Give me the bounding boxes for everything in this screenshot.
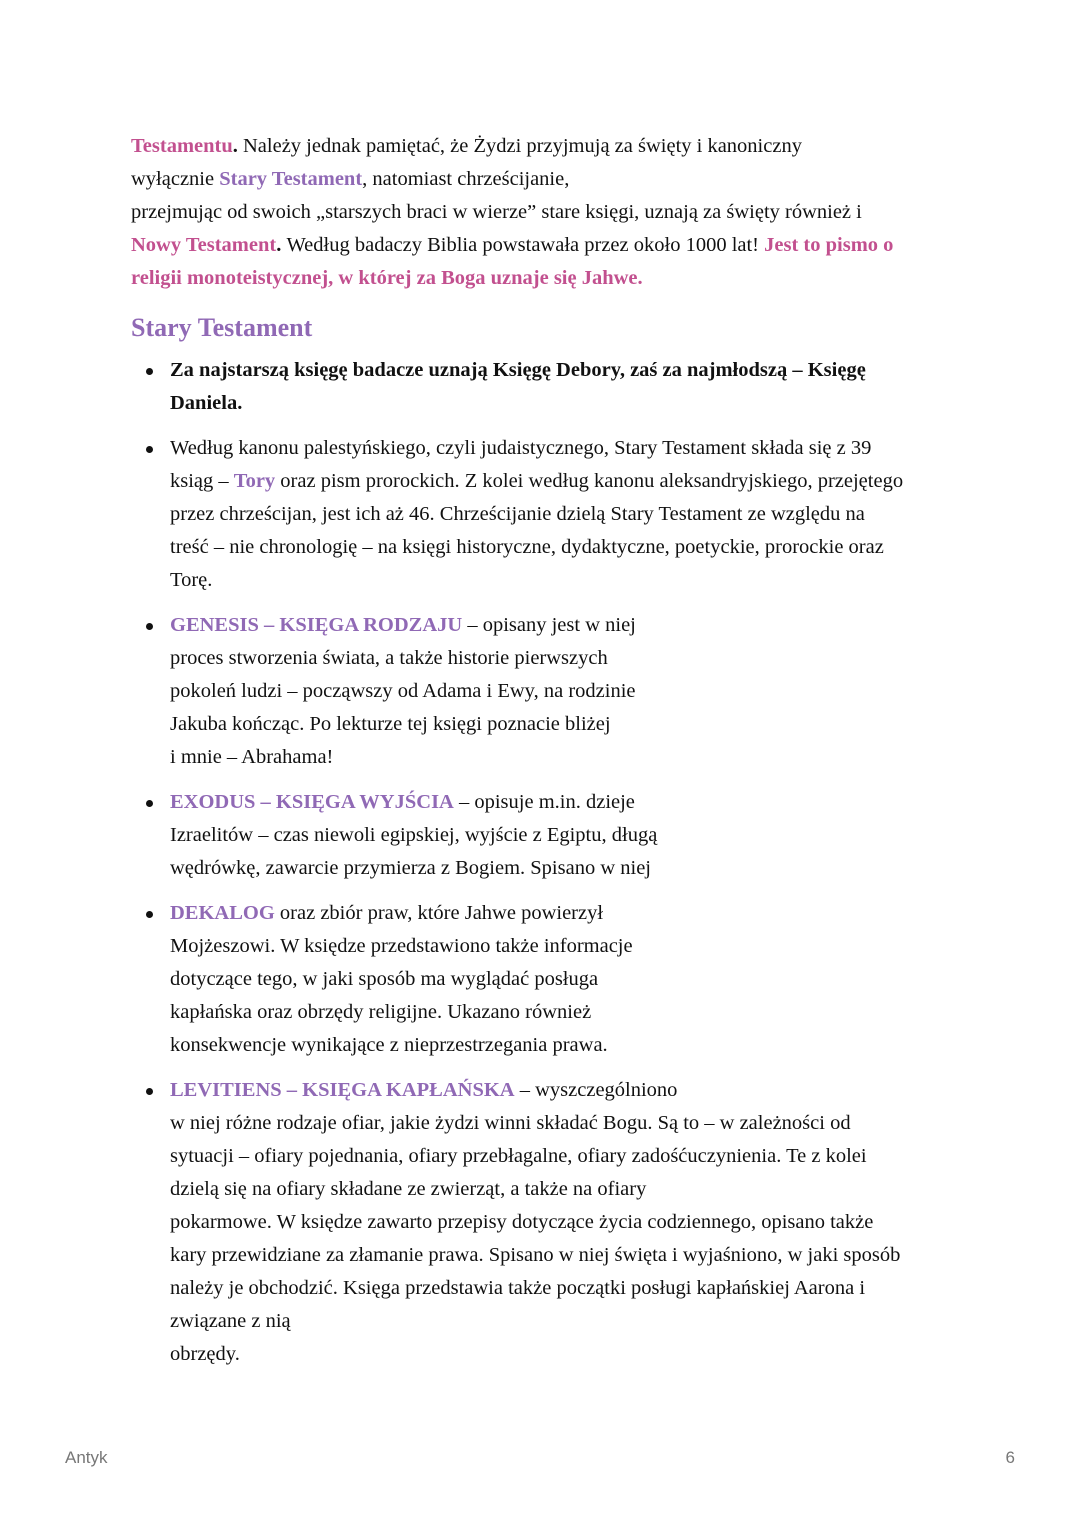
text-segment: dzielą się na ofiary składane ze zwierząt, a także na ofiary (170, 1178, 647, 1200)
text-line (170, 996, 961, 1029)
text-line (170, 708, 961, 741)
highlighted-term: religii monoteistycznej, w której za Boga uznaje się Jahwe. (131, 267, 643, 289)
highlighted-term: Nowy Testament (131, 234, 277, 256)
text-segment: obrzędy. (170, 1343, 240, 1365)
intro-paragraph (131, 130, 961, 295)
text-line (170, 531, 961, 564)
text-line (170, 564, 961, 597)
text-segment: pokarmowe. W księdze zawarto przepisy dotyczące życia codziennego, opisano także (170, 1211, 874, 1233)
text-segment: proces stworzenia świata, a także historie pierwszych (170, 647, 608, 669)
text-line (170, 1074, 961, 1107)
text-segment: oraz zbiór praw, które Jahwe powierzył (274, 902, 604, 924)
text-segment: należy je obchodzić. Księga przedstawia także początki posługi kapłańskiej Aarona i (170, 1277, 866, 1299)
text-line (170, 1029, 961, 1062)
text-line (170, 675, 961, 708)
text-segment: w niej różne rodzaje ofiar, jakie żydzi winni składać Bogu. Są to – w zależności od (170, 1112, 851, 1134)
text-line (170, 609, 961, 642)
text-line (131, 196, 961, 229)
text-line (131, 229, 961, 262)
text-line (170, 432, 961, 465)
text-segment: dotyczące tego, w jaki sposób ma wyglądać posługa (170, 968, 599, 990)
text-segment: wędrówkę, zawarcie przymierza z Bogiem. Spisano w niej (170, 857, 651, 879)
list-item (131, 897, 961, 1062)
text-line (170, 1338, 961, 1371)
highlighted-term: Testamentu (131, 135, 233, 157)
text-line (131, 262, 961, 295)
text-line (170, 963, 961, 996)
list-item (131, 786, 961, 885)
bullet-list (131, 354, 961, 1371)
text-line (170, 1140, 961, 1173)
text-segment: i mnie – Abrahama! (170, 746, 334, 768)
text-segment: wyłącznie (131, 168, 220, 190)
text-segment: kary przewidziane za złamanie prawa. Spisano w niej święta i wyjaśniono, w jaki sposób (170, 1244, 901, 1266)
text-segment: , natomiast chrześcijanie, (362, 168, 570, 190)
text-line (170, 387, 961, 420)
text-line (170, 465, 961, 498)
page-content (131, 130, 961, 1383)
text-line (170, 786, 961, 819)
list-item (131, 432, 961, 597)
text-line (170, 354, 961, 387)
text-line (170, 930, 961, 963)
highlighted-term: GENESIS – KSIĘGA RODZAJU (170, 614, 463, 636)
text-line (170, 1272, 961, 1305)
text-line (170, 1173, 961, 1206)
highlighted-term: Jest to pismo o (764, 234, 894, 256)
text-segment: Należy jednak pamiętać, że Żydzi przyjmują za święty i kanoniczny (243, 135, 802, 157)
text-segment: – wyszczególniono (514, 1079, 678, 1101)
text-line (170, 642, 961, 675)
text-segment: pokoleń ludzi – począwszy od Adama i Ewy, na rodzinie (170, 680, 636, 702)
list-item (131, 609, 961, 774)
text-segment: treść – nie chronologię – na księgi historyczne, dydaktyczne, poetyckie, prorockie oraz (170, 536, 884, 558)
text-segment: Według badaczy Biblia powstawała przez około 1000 lat! (286, 234, 765, 256)
text-line (170, 498, 961, 531)
text-segment: ksiąg – (170, 470, 234, 492)
text-segment: – opisuje m.in. dzieje (453, 791, 635, 813)
highlighted-term: EXODUS – KSIĘGA WYJŚCIA (170, 791, 454, 813)
text-line (170, 741, 961, 774)
text-line (170, 1239, 961, 1272)
footer-title: Antyk (65, 1448, 108, 1467)
text-segment: Torę. (170, 569, 213, 591)
text-line (170, 1206, 961, 1239)
text-segment: kapłańska oraz obrzędy religijne. Ukazano również (170, 1001, 592, 1023)
section-heading: Stary Testament (131, 313, 313, 342)
text-segment: oraz pism prorockich. Z kolei według kanonu aleksandryjskiego, przejętego (275, 470, 904, 492)
text-line (170, 897, 961, 930)
text-line (170, 852, 961, 885)
text-segment: przejmując od swoich „starszych braci w wierze” stare księgi, uznają za święty również i (131, 201, 862, 223)
text-segment: konsekwencje wynikające z nieprzestrzegania prawa. (170, 1034, 608, 1056)
highlighted-term: LEVITIENS – KSIĘGA KAPŁAŃSKA (170, 1079, 515, 1101)
list-item (131, 354, 961, 420)
text-segment: związane z nią (170, 1310, 291, 1332)
text-segment: Jakuba kończąc. Po lekturze tej księgi poznacie bliżej (170, 713, 611, 735)
text-segment: . (232, 135, 243, 157)
list-item (131, 1074, 961, 1371)
text-segment: przez chrześcijan, jest ich aż 46. Chrześcijanie dzielą Stary Testament ze względu na (170, 503, 865, 525)
text-segment: – opisany jest w niej (462, 614, 636, 636)
text-segment: Mojżeszowi. W księdze przedstawiono także informacje (170, 935, 633, 957)
text-segment: Za najstarszą księgę badacze uznają Księgę Debory, zaś za najmłodszą – Księgę (170, 359, 866, 381)
text-segment: Izraelitów – czas niewoli egipskiej, wyjście z Egiptu, długą (170, 824, 658, 846)
highlighted-term: Tory (233, 470, 276, 492)
text-segment: . (276, 234, 287, 256)
text-line (131, 130, 961, 163)
text-line (131, 163, 961, 196)
text-line (170, 1305, 961, 1338)
text-line (170, 819, 961, 852)
text-line (170, 1107, 961, 1140)
highlighted-term: Stary Testament (219, 168, 363, 190)
text-segment: Daniela. (170, 392, 243, 414)
text-segment: sytuacji – ofiary pojednania, ofiary przebłagalne, ofiary zadośćuczynienia. Te z kolei (170, 1145, 867, 1167)
page-number: 6 (1005, 1448, 1015, 1467)
highlighted-term: DEKALOG (170, 902, 275, 924)
text-segment: Według kanonu palestyńskiego, czyli judaistycznego, Stary Testament składa się z 39 (170, 437, 872, 459)
